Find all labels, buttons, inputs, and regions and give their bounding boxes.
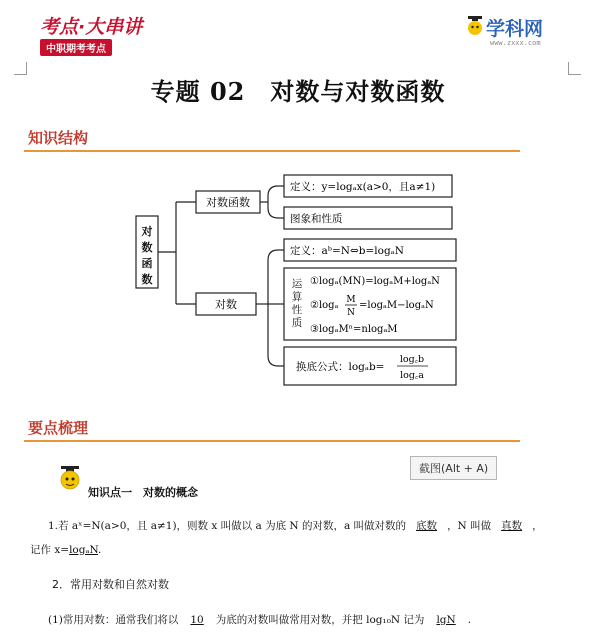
logo-left-brand: 考点·大串讲 xyxy=(40,16,143,38)
p1-text-b: ，N 叫做 xyxy=(447,520,492,532)
p3-text-c: . xyxy=(467,614,472,626)
func-def-label: 定义：y=logₐx(a>0，且a≠1) xyxy=(290,181,436,193)
section-title-points: 要点梳理 xyxy=(28,419,89,437)
p3-text-a: (1)常用对数：通常我们将以 xyxy=(48,614,179,626)
logo-left-tag: 中职期考考点 xyxy=(40,39,112,56)
section-rule-2 xyxy=(24,440,520,442)
op2-prefix: ②logₐ xyxy=(310,300,339,311)
p1-fill-antilog: 真数 xyxy=(501,520,523,532)
svg-text:函: 函 xyxy=(141,257,153,270)
p1-text-a: 1.若 aˣ=N(a>0，且 a≠1)，则数 x 叫做以 a 为底 N 的对数，a 叫做对数的 xyxy=(48,520,407,532)
svg-text:数: 数 xyxy=(141,241,153,254)
svg-text:性: 性 xyxy=(291,304,303,316)
op2-numerator: M xyxy=(346,295,356,305)
log-def-label: 定义：aᵇ=N⇔b=logₐN xyxy=(290,245,404,257)
para-3 xyxy=(48,612,471,627)
mascot-doctor-icon xyxy=(58,464,82,492)
document-title: 专题 02 对数与对数函数 xyxy=(150,77,446,106)
svg-text:质: 质 xyxy=(291,317,303,329)
branch-log-label: 对数 xyxy=(215,298,237,311)
op1-label: ①logₐ(MN)=logₐM+logₐN xyxy=(310,276,440,287)
p1-fill-base: 底数 xyxy=(416,520,438,532)
change-numerator: log꜀b xyxy=(399,354,425,365)
section-title-structure: 知识结构 xyxy=(28,129,89,147)
screenshot-button[interactable]: 截图(Alt + A) xyxy=(410,456,497,480)
p1-line2-suffix: . xyxy=(98,544,102,556)
op3-label: ③logₐMⁿ=nlogₐM xyxy=(310,324,398,335)
para-1-line-1 xyxy=(48,518,543,533)
func-props-label: 图象和性质 xyxy=(290,213,343,225)
svg-text:对: 对 xyxy=(141,225,153,238)
p3-text-b: 为底的对数叫做常用对数，并把 log₁₀N 记为 xyxy=(215,614,425,626)
op2-suffix: =logₐM−logₐN xyxy=(359,300,434,311)
change-prefix: 换底公式：logₐb= xyxy=(296,361,385,373)
para-2: 2．常用对数和自然对数 xyxy=(52,578,169,591)
logo-right-brand: 学科网 xyxy=(486,18,544,40)
p1-line2-fill: logₐN xyxy=(69,544,99,556)
svg-text:运: 运 xyxy=(291,278,303,290)
op2-denominator: N xyxy=(347,308,355,318)
p1-line2-prefix: 记作 x= xyxy=(30,544,70,556)
svg-text:数: 数 xyxy=(141,273,153,286)
ops-label xyxy=(292,278,303,329)
svg-text:算: 算 xyxy=(291,291,303,303)
change-denominator: log꜀a xyxy=(400,370,424,381)
p3-fill-base: 10 xyxy=(190,614,204,626)
branch-func-label: 对数函数 xyxy=(206,196,250,209)
knowledge-point-title: 知识点一 对数的概念 xyxy=(88,486,198,499)
para-1-line-2 xyxy=(30,542,101,557)
logo-right-url: www.zxxx.com xyxy=(490,39,541,47)
p1-text-c: ， xyxy=(532,520,543,532)
p3-fill-lg: lgN xyxy=(436,614,456,626)
